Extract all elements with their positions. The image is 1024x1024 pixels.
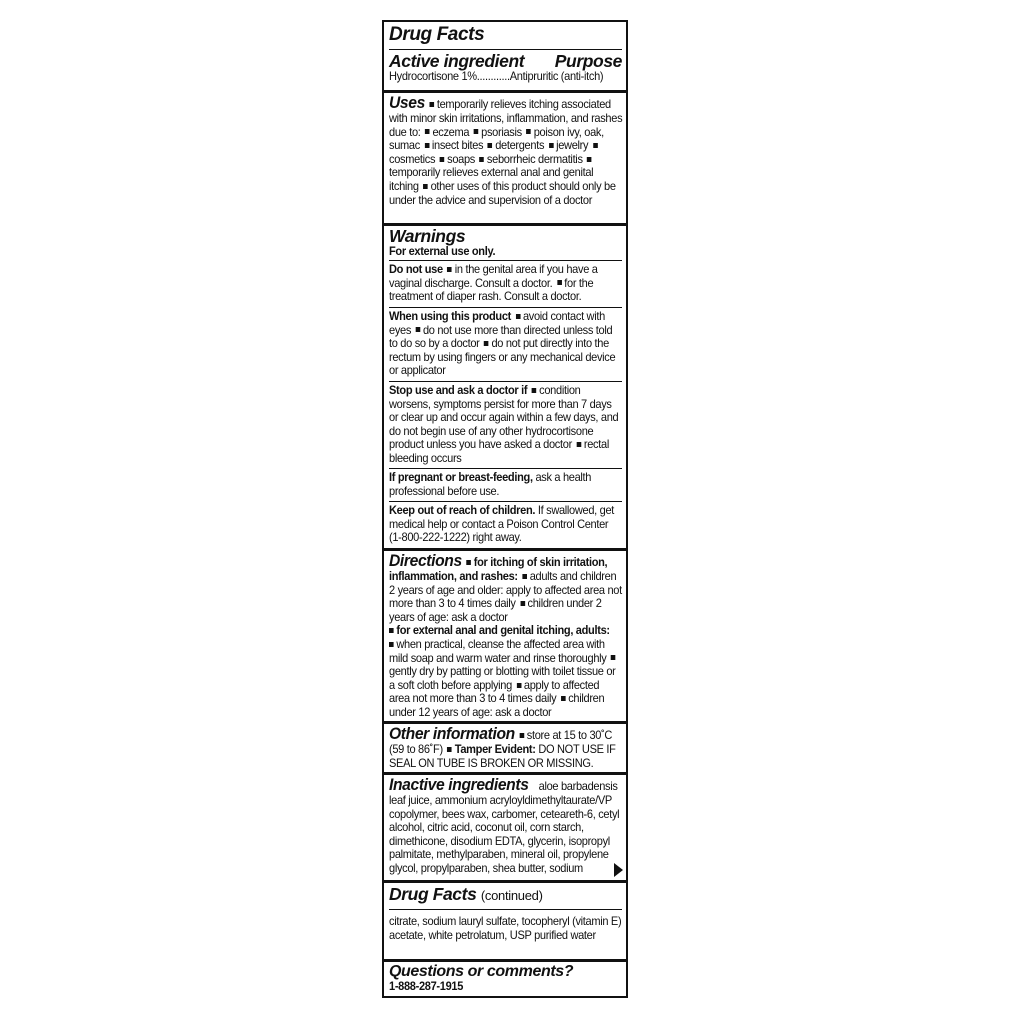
- uses-item: psoriasis: [481, 124, 522, 139]
- inactive-ingredients-list: aloe barbadensis leaf juice, ammonium acryloyldimethyltaurate/VP copolymer, bees wax, carbomer, ceteareth-6, cetyl alcohol, citric acid, coconut oil, corn starch, dimethicone, disodium EDTA, glycerin, isopropyl palmitate, methylparaben, mineral oil, propylene glycol, propylparaben, shea butter, sodium: [389, 779, 620, 875]
- pregnant-section: [384, 471, 626, 498]
- storage-text: store at 15 to 30˚C (59 to 86˚F): [389, 728, 613, 756]
- keep-out-body: If swallowed, get medical help or contact a Poison Control Center (1-800-222-1222) right away.: [389, 503, 615, 545]
- divider: [389, 260, 622, 261]
- bullet-icon: [516, 314, 521, 319]
- divider: [389, 307, 622, 308]
- drug-facts-continued-title: [389, 885, 622, 905]
- other-information-text: [389, 725, 623, 770]
- bullet-icon: [466, 560, 471, 565]
- bullet-icon: [488, 143, 493, 148]
- leader-dots: ............: [476, 69, 510, 83]
- stop-use-lead: Stop use and ask a doctor if: [389, 383, 528, 397]
- active-ingredient-name: Hydrocortisone 1%: [389, 69, 477, 83]
- when-using-item: do not use more than directed unless told to do so by a doctor: [389, 322, 613, 351]
- uses-item: temporarily relieves itching associated with minor skin irritations, inflammation, and rashes due to:: [389, 97, 623, 139]
- do-not-use-lead: Do not use: [389, 262, 443, 276]
- divider: [384, 959, 626, 962]
- bullet-icon: [425, 129, 430, 134]
- divider: [389, 501, 622, 502]
- directions-subheading: for external anal and genital itching, adults:: [396, 623, 610, 638]
- bullet-icon: [430, 102, 435, 107]
- bullet-icon: [587, 157, 592, 162]
- drug-facts-label: [382, 20, 628, 998]
- do-not-use-section: [384, 263, 626, 304]
- bullet-icon: [526, 129, 531, 134]
- questions-section: [384, 963, 626, 994]
- bullet-icon: [577, 442, 582, 447]
- inactive-ingredients-text: [389, 776, 623, 876]
- active-ingredient-section: [384, 52, 626, 84]
- uses-heading: Uses: [389, 93, 425, 112]
- active-ingredient-heading: Active ingredient: [389, 51, 525, 71]
- divider: [384, 880, 626, 883]
- directions-item: children under 12 years of age: ask a doctor: [389, 691, 605, 719]
- bullet-icon: [611, 655, 616, 660]
- uses-item: insect bites: [431, 138, 484, 153]
- directions-item: children under 2 years of age: ask a doctor: [389, 596, 602, 624]
- bullet-icon: [532, 388, 537, 393]
- bullet-icon: [425, 143, 430, 148]
- stop-use-item: rectal bleeding occurs: [389, 437, 609, 465]
- when-using-text: [389, 310, 623, 378]
- do-not-use-text: [389, 263, 623, 304]
- divider: [389, 49, 622, 50]
- uses-item: detergents: [495, 138, 545, 153]
- uses-section: [384, 94, 626, 207]
- bullet-icon: [517, 683, 522, 688]
- keep-out-text: [389, 504, 623, 545]
- continued-text: citrate, sodium lauryl sulfate, tocopheryl (vitamin E) acetate, white petrolatum, USP purified water: [389, 914, 622, 942]
- directions-text: [389, 552, 623, 720]
- drug-facts-continued-header: [384, 885, 626, 905]
- active-ingredient-row: [389, 70, 623, 84]
- drug-facts-header: [384, 24, 626, 46]
- bullet-icon: [519, 733, 524, 738]
- uses-text: [389, 94, 623, 207]
- bullet-icon: [447, 267, 452, 272]
- bullet-icon: [423, 184, 428, 189]
- bullet-icon: [416, 327, 421, 332]
- bullet-icon: [440, 157, 445, 162]
- active-ingredient-header-row: [389, 52, 622, 70]
- other-information-heading: Other information: [389, 724, 515, 743]
- bullet-icon: [520, 601, 525, 606]
- continued-section: [384, 915, 626, 942]
- uses-item: other uses of this product should only be under the advice and supervision of a doctor: [389, 178, 616, 207]
- uses-item: eczema: [432, 124, 470, 139]
- drug-facts-title: Drug Facts: [389, 24, 485, 45]
- bullet-icon: [389, 642, 394, 647]
- questions-heading: Questions or comments?: [389, 963, 574, 980]
- keep-out-lead: Keep out of reach of children.: [389, 503, 536, 517]
- uses-item: soaps: [447, 151, 475, 166]
- pregnant-lead: If pregnant or breast-feeding,: [389, 470, 533, 484]
- active-ingredient-purpose: Antipruritic (anti-itch): [509, 69, 604, 83]
- stop-use-item: condition worsens, symptoms persist for more than 7 days or clear up and occur again within a few days, and do not begin use of any other hydrocortisone product unless you have asked a doctor: [389, 383, 619, 452]
- warnings-heading: Warnings: [389, 226, 466, 246]
- uses-item: jewelry: [556, 138, 589, 153]
- bullet-icon: [389, 628, 394, 633]
- external-use-text: For external use only.: [389, 244, 496, 258]
- bullet-icon: [447, 747, 452, 752]
- continued-suffix: (continued): [480, 888, 543, 903]
- divider: [389, 909, 622, 910]
- do-not-use-item: for the treatment of diaper rash. Consult a doctor.: [389, 275, 594, 304]
- questions-phone: 1-888-287-1915: [389, 979, 464, 993]
- when-using-item: do not put directly into the rectum by using fingers or any mechanical device or applicator: [389, 336, 616, 378]
- pregnant-body: ask a health professional before use.: [389, 470, 592, 498]
- when-using-item: avoid contact with eyes: [389, 309, 605, 337]
- pregnant-text: [389, 471, 623, 498]
- directions-item: when practical, cleanse the affected area with mild soap and warm water and rinse thoroughly: [389, 636, 607, 665]
- bullet-icon: [549, 143, 554, 148]
- directions-item: apply to affected area not more than 3 to 4 times daily: [389, 677, 600, 706]
- bullet-icon: [593, 143, 598, 148]
- divider: [389, 468, 622, 469]
- bullet-icon: [557, 280, 562, 285]
- uses-item: seborrheic dermatitis: [486, 151, 583, 166]
- directions-subheading: for itching of skin irritation, inflammation, and rashes:: [389, 555, 608, 583]
- uses-item: poison ivy, oak, sumac: [389, 124, 604, 153]
- bullet-icon: [474, 129, 479, 134]
- do-not-use-item: in the genital area if you have a vaginal discharge. Consult a doctor.: [389, 262, 598, 290]
- directions-item: gently dry by patting or blotting with toilet tissue or a soft cloth before applying: [389, 664, 616, 692]
- bullet-icon: [522, 574, 527, 579]
- warnings-section: [384, 227, 626, 259]
- inactive-ingredients-section: [384, 776, 626, 876]
- divider: [389, 381, 622, 382]
- continued-title: Drug Facts: [389, 884, 477, 904]
- stop-use-text: [389, 384, 623, 466]
- bullet-icon: [480, 157, 485, 162]
- uses-item: temporarily relieves external anal and genital itching: [389, 165, 594, 193]
- uses-item: cosmetics: [389, 151, 436, 166]
- when-using-lead: When using this product: [389, 309, 512, 323]
- stop-use-section: [384, 384, 626, 466]
- tamper-text: DO NOT USE IF SEAL ON TUBE IS BROKEN OR MISSING.: [389, 742, 616, 770]
- when-using-section: [384, 310, 626, 378]
- tamper-lead: Tamper Evident:: [454, 742, 536, 756]
- bullet-icon: [561, 696, 566, 701]
- inactive-ingredients-heading: Inactive ingredients: [389, 775, 529, 794]
- directions-section: [384, 552, 626, 720]
- directions-heading: Directions: [389, 551, 462, 570]
- bullet-icon: [484, 341, 489, 346]
- directions-item: adults and children 2 years of age and older: apply to affected area not more than 3 to 4 times daily: [389, 569, 622, 611]
- continue-arrow-icon: [614, 863, 623, 877]
- keep-out-section: [384, 504, 626, 545]
- purpose-heading: Purpose: [554, 51, 622, 71]
- other-information-section: [384, 725, 626, 770]
